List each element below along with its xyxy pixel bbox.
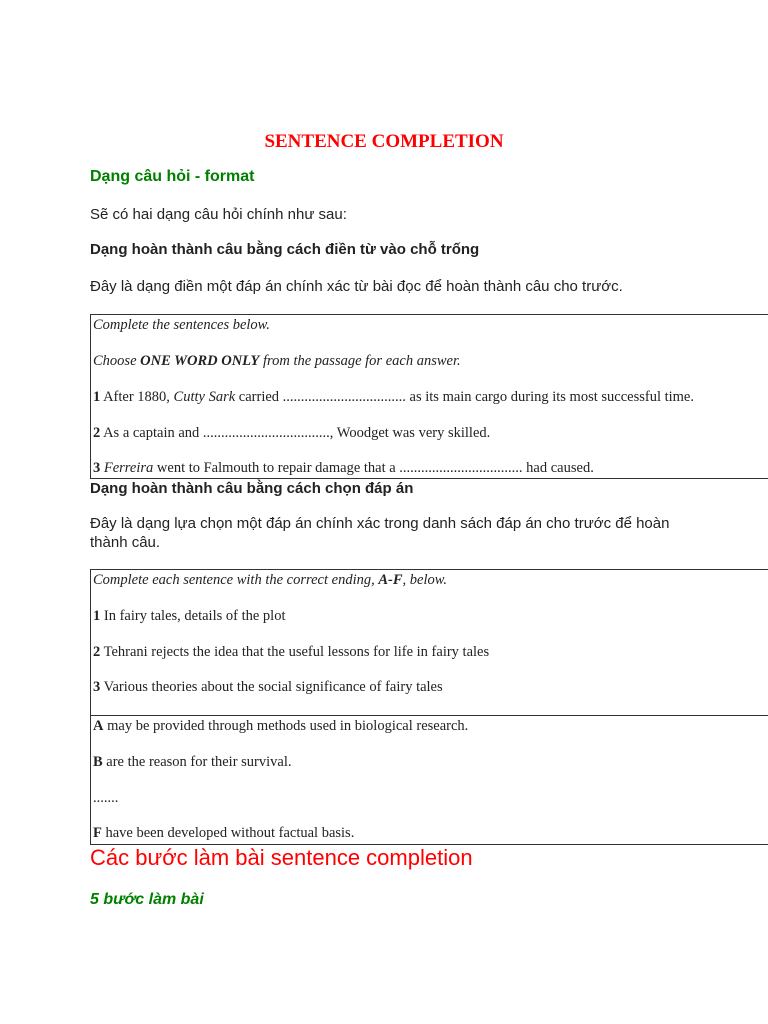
steps-subheading: 5 bước làm bài bbox=[90, 891, 204, 908]
page-title: SENTENCE COMPLETION bbox=[264, 131, 504, 152]
format-heading: Dạng câu hỏi - format bbox=[90, 168, 255, 185]
type2-instruction: Complete each sentence with the correct ending, A-F, below. bbox=[93, 572, 447, 588]
intro-text: Sẽ có hai dạng câu hỏi chính như sau: bbox=[90, 206, 347, 223]
ending-a: A may be provided through methods used in biological research. bbox=[93, 718, 469, 734]
steps-heading: Các bước làm bài sentence completion bbox=[90, 845, 473, 870]
type1-heading: Dạng hoàn thành câu bằng cách điền từ vào chỗ trống bbox=[90, 241, 480, 258]
type2-description: Đây là dạng lựa chọn một đáp án chính xác trong danh sách đáp án cho trước để hoàn thành câu. bbox=[90, 515, 670, 551]
ending-b: B are the reason for their survival. bbox=[93, 754, 292, 770]
type1-instruction-2: Choose ONE WORD ONLY from the passage for each answer. bbox=[93, 353, 461, 369]
type2-question-2: 2 Tehrani rejects the idea that the useful lessons for life in fairy tales bbox=[93, 644, 490, 660]
type2-endings-box bbox=[90, 715, 768, 845]
ending-f: F have been developed without factual basis. bbox=[93, 825, 355, 841]
ending-ellipsis: ....... bbox=[93, 790, 119, 806]
type2-heading: Dạng hoàn thành câu bằng cách chọn đáp án bbox=[90, 480, 414, 497]
type1-instruction-1: Complete the sentences below. bbox=[93, 317, 270, 333]
type2-question-3: 3 Various theories about the social significance of fairy tales bbox=[93, 679, 443, 695]
type1-question-2: 2 As a captain and ..................................., Woodget was very skilled. bbox=[93, 425, 491, 441]
type1-description: Đây là dạng điền một đáp án chính xác từ bài đọc để hoàn thành câu cho trước. bbox=[90, 278, 623, 295]
type2-question-1: 1 In fairy tales, details of the plot bbox=[93, 608, 286, 624]
type1-question-1: 1 After 1880, Cutty Sark carried .................................. as its main cargo during its most successful time. bbox=[93, 389, 694, 405]
type2-questions-box bbox=[90, 569, 768, 716]
type1-example-box bbox=[90, 314, 768, 479]
type1-question-3: 3 Ferreira went to Falmouth to repair damage that a .................................. had caused. bbox=[93, 460, 594, 476]
